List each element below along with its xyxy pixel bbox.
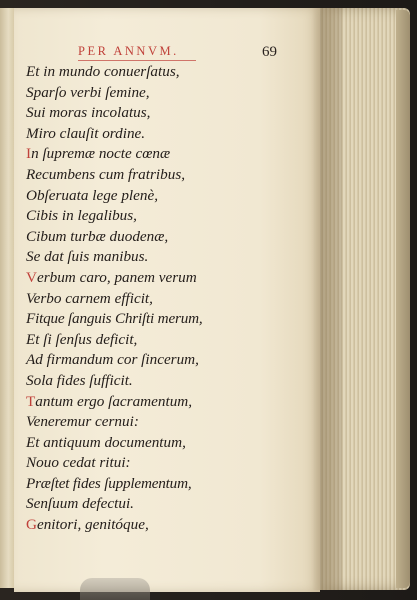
verse-line (26, 83, 311, 104)
rubric-initial: T (26, 392, 36, 410)
verse-text: Recumbens cum fratribus, (26, 165, 186, 183)
verse-line (26, 392, 311, 413)
verse-text: Et antiquum documentum, (26, 433, 186, 451)
verse-text: Et in mundo conuerſatus, (26, 63, 180, 80)
page (14, 8, 320, 592)
previous-page-edge (0, 8, 15, 588)
verse-line (26, 124, 311, 145)
verse-line (26, 453, 311, 474)
verse-text: Nouo cedat ritui: (26, 454, 131, 472)
page-header (14, 36, 320, 60)
verse-line (26, 103, 311, 124)
verse-text: Fitque ſanguis Chriſti merum, (26, 310, 203, 328)
verse-text: Et ſi ſenſus deficit, (26, 330, 138, 348)
running-head: PER ANNVM. (78, 44, 179, 58)
verse-text: erbum caro, panem verum (36, 268, 197, 286)
verse-line (26, 309, 311, 330)
verse-line (26, 144, 311, 165)
verse-line (26, 289, 311, 310)
verse-line (26, 247, 311, 268)
rubric-initial: I (26, 145, 32, 163)
verse-text: Sola fides ſufficit. (26, 371, 133, 389)
verse-text: Cibum turbæ duodenæ, (26, 227, 169, 245)
verse-text: Sui moras incolatus, (26, 104, 151, 122)
verse-text: Veneremur cernui: (26, 413, 139, 431)
page-number: 69 (262, 44, 277, 60)
verse-line (26, 515, 311, 536)
verse-text: Cibis in legalibus, (26, 207, 137, 225)
verse-text: Sparſo verbi ſemine, (26, 83, 150, 101)
verse-line (26, 371, 311, 392)
verse-text: enitori, genitóque, (36, 516, 149, 534)
verse-line (26, 62, 311, 83)
verse-text: Miro clauſit ordine. (26, 124, 146, 142)
header-rule (78, 60, 196, 61)
verse-line (26, 474, 311, 495)
verse-line (26, 412, 311, 433)
verse-text: Præſtet fides ſupplementum, (26, 474, 192, 492)
page-gutter-shadow (312, 8, 342, 590)
verse-line (26, 206, 311, 227)
verse-text: Senſuum defectui. (26, 495, 134, 513)
verse-line (26, 330, 311, 351)
verse-text: Obſeruata lege plenè, (26, 186, 159, 204)
hymn-text (26, 62, 311, 536)
rubric-initial: V (26, 268, 37, 286)
verse-line (26, 494, 311, 515)
verse-line (26, 268, 311, 289)
verse-text: n ſupremæ nocte cœnæ (31, 145, 171, 163)
book-clip (80, 578, 150, 600)
verse-text: Ad firmandum cor ſincerum, (26, 351, 199, 369)
verse-text: Se dat ſuis manibus. (26, 248, 149, 266)
verse-text: Verbo carnem efficit, (26, 289, 153, 307)
verse-line (26, 350, 311, 371)
fore-edge (396, 10, 410, 588)
verse-text: antum ergo ſacramentum, (35, 392, 193, 410)
rubric-initial: G (26, 516, 37, 534)
verse-line (26, 227, 311, 248)
verse-line (26, 433, 311, 454)
verse-line (26, 186, 311, 207)
verse-line (26, 165, 311, 186)
